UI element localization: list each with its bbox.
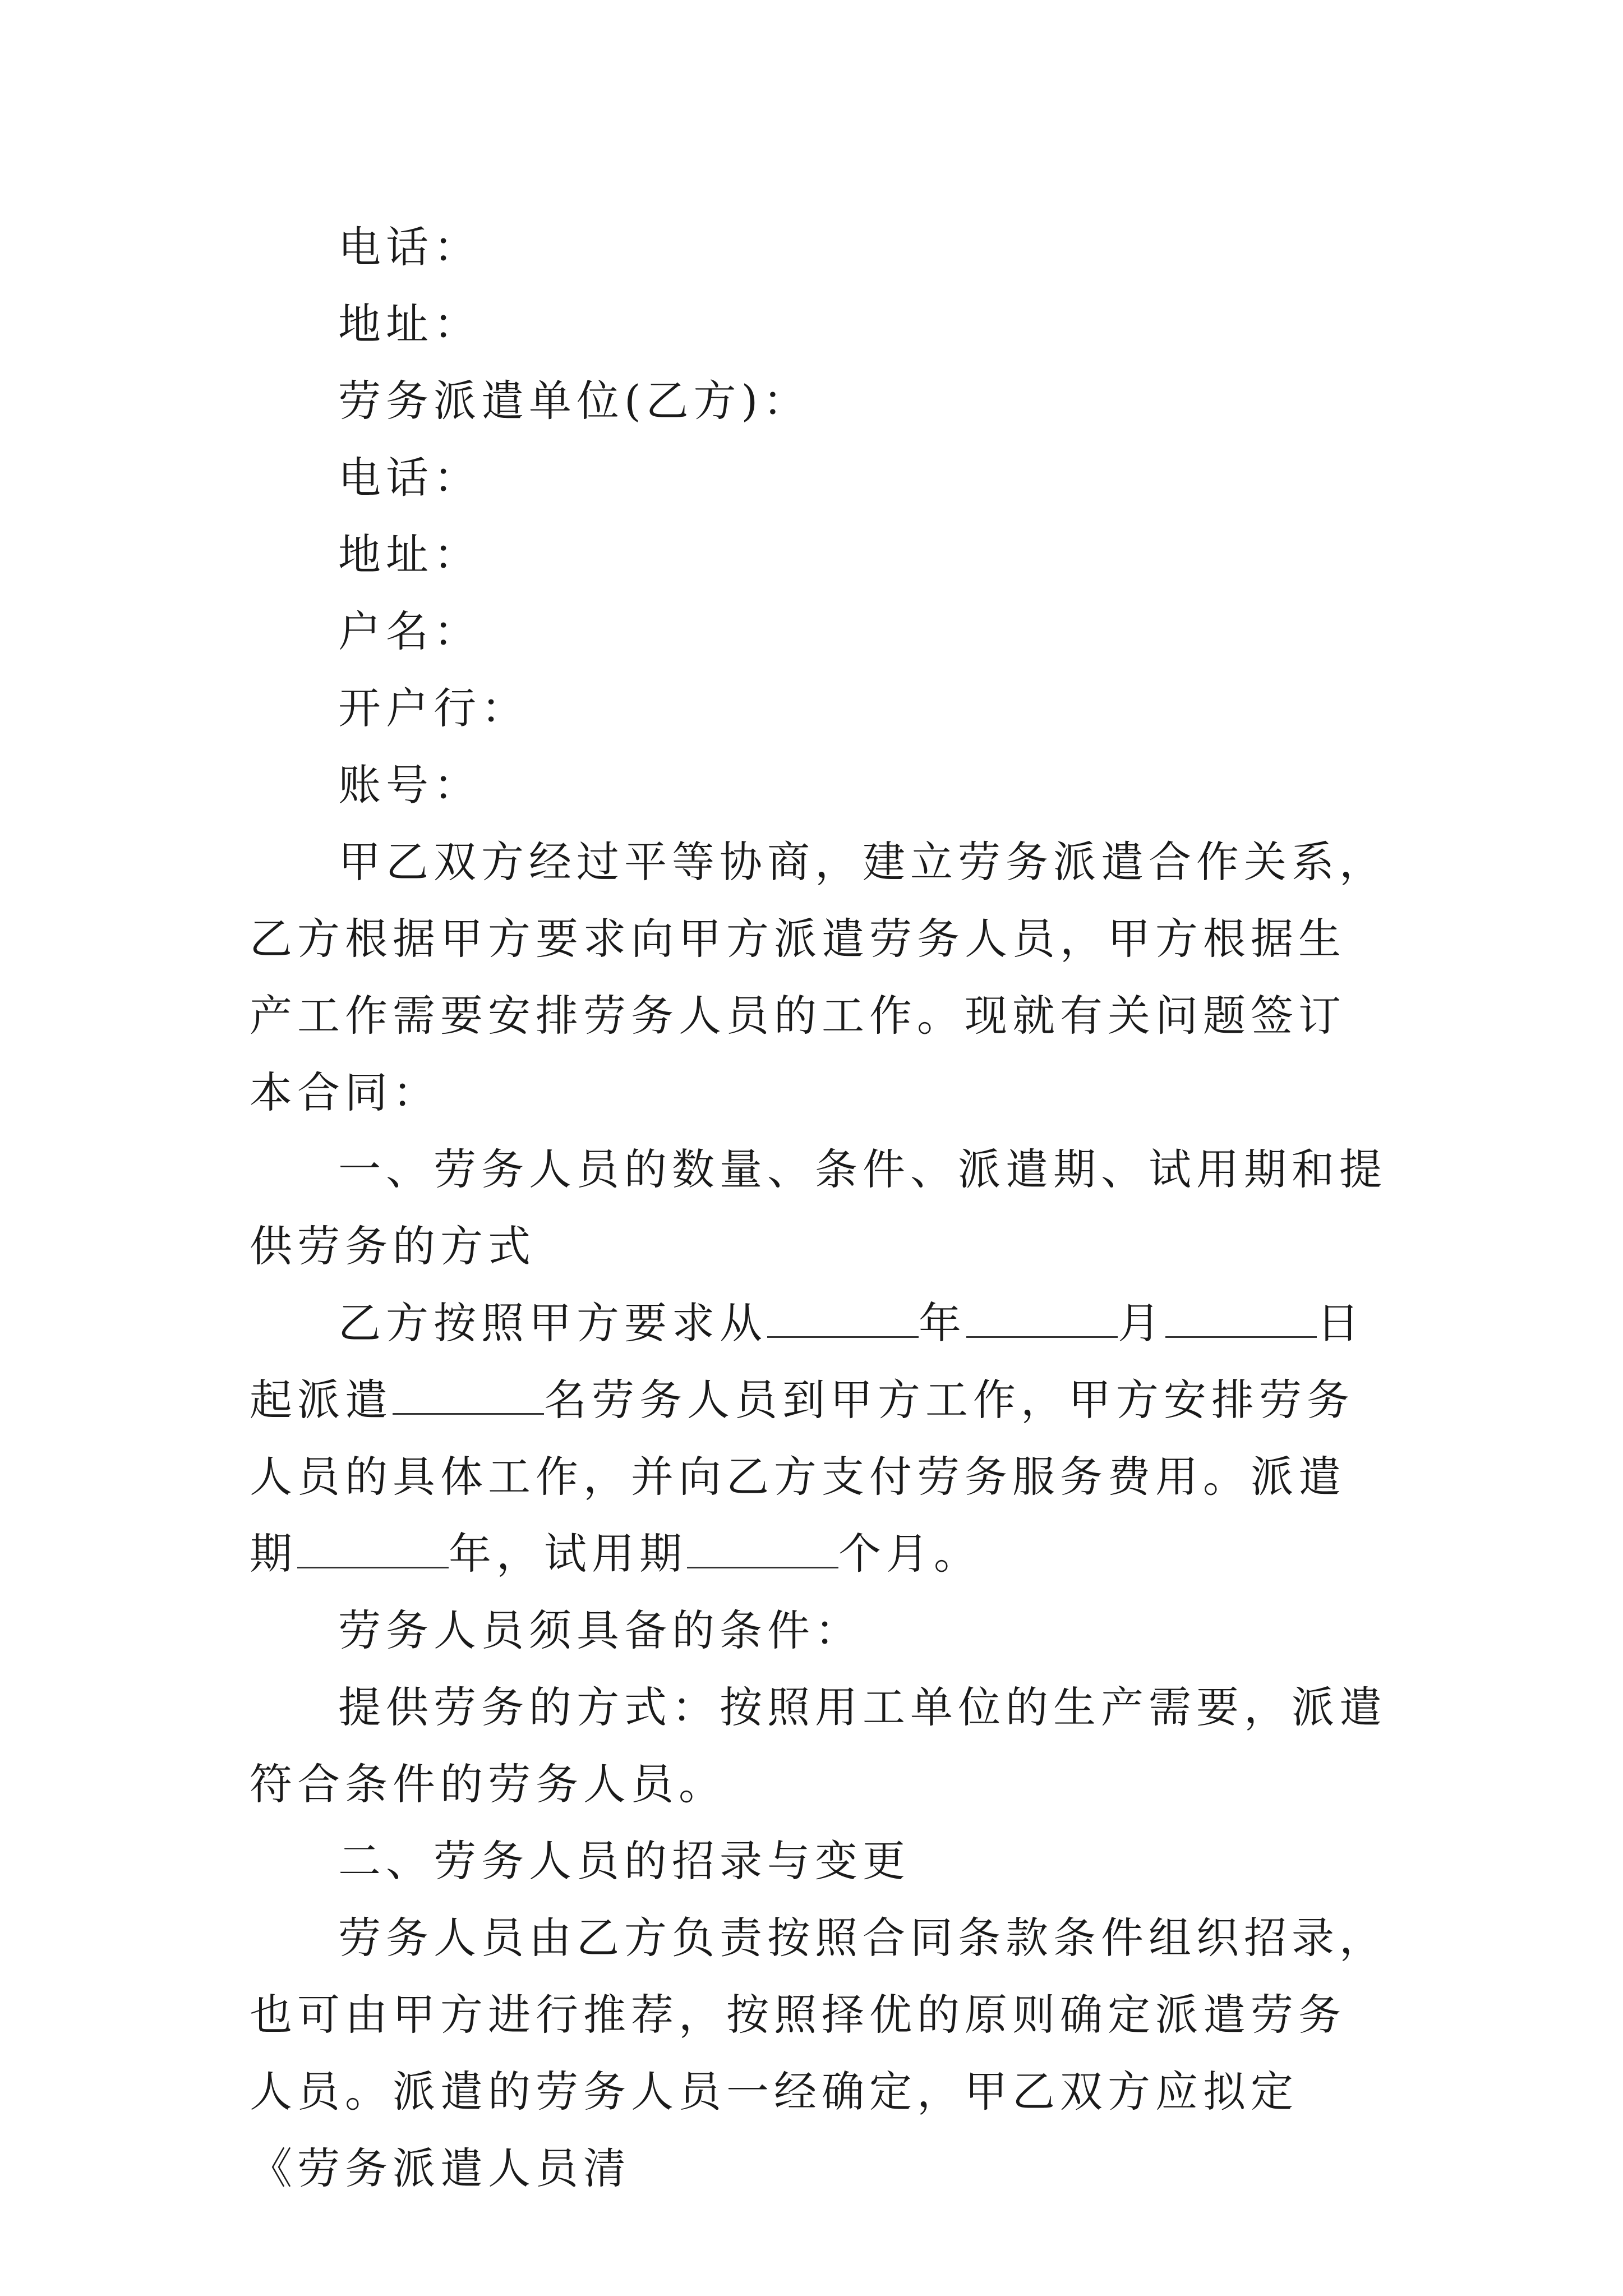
blank-people bbox=[393, 1379, 544, 1415]
intro-paragraph: 甲乙双方经过平等协商，建立劳务派遣合作关系，乙方根据甲方要求向甲方派遣劳务人员，甲方根据生产工作需要安排劳务人员的工作。现就有关问题签订本合同： bbox=[250, 837, 1387, 1117]
blank-year bbox=[767, 1303, 919, 1338]
dispatch-text-end: 个月。 bbox=[838, 1529, 981, 1579]
blank-trial-months bbox=[687, 1533, 838, 1568]
section1-heading: 一、劳务人员的数量、条件、派遣期、试用期和提供劳务的方式 bbox=[250, 1144, 1387, 1271]
blank-years bbox=[297, 1533, 449, 1568]
dispatch-text-trial: 年，试用期 bbox=[449, 1529, 687, 1579]
line-account-name: 户名： bbox=[338, 606, 481, 656]
section1-conditions: 劳务人员须具备的条件： bbox=[338, 1605, 863, 1655]
line-party-b: 劳务派遣单位(乙方)： bbox=[338, 376, 811, 426]
line-phone-a: 电话： bbox=[338, 222, 481, 272]
blank-month bbox=[966, 1303, 1118, 1338]
dispatch-text-year: 年 bbox=[919, 1298, 966, 1348]
blank-day bbox=[1165, 1303, 1317, 1338]
line-phone-b: 电话： bbox=[338, 453, 481, 503]
dispatch-text-people: 名劳务人员到甲方工作，甲方安排劳务人员的具体工作，并向乙方支付劳务服务费用。派遣期 bbox=[250, 1375, 1354, 1579]
line-address-b: 地址： bbox=[338, 530, 481, 579]
line-bank: 开户行： bbox=[338, 683, 529, 733]
document-body bbox=[250, 209, 1388, 2207]
section2-heading: 二、劳务人员的招录与变更 bbox=[338, 1836, 910, 1886]
dispatch-text-day: 日起派遣 bbox=[250, 1298, 1364, 1425]
line-address-a: 地址： bbox=[338, 299, 481, 349]
section2-body: 劳务人员由乙方负责按照合同条款条件组织招录，也可由甲方进行推荐，按照择优的原则确定派遣劳务人员。派遣的劳务人员一经确定，甲乙双方应拟定《劳务派遣人员清 bbox=[250, 1913, 1387, 2193]
dispatch-text-month: 月 bbox=[1118, 1298, 1165, 1348]
dispatch-text-1: 乙方按照甲方要求从 bbox=[338, 1298, 767, 1348]
line-account-no: 账号： bbox=[338, 760, 481, 810]
section1-method: 提供劳务的方式：按照用工单位的生产需要，派遣符合条件的劳务人员。 bbox=[250, 1682, 1387, 1809]
section1-dispatch-paragraph bbox=[250, 1285, 1388, 1592]
